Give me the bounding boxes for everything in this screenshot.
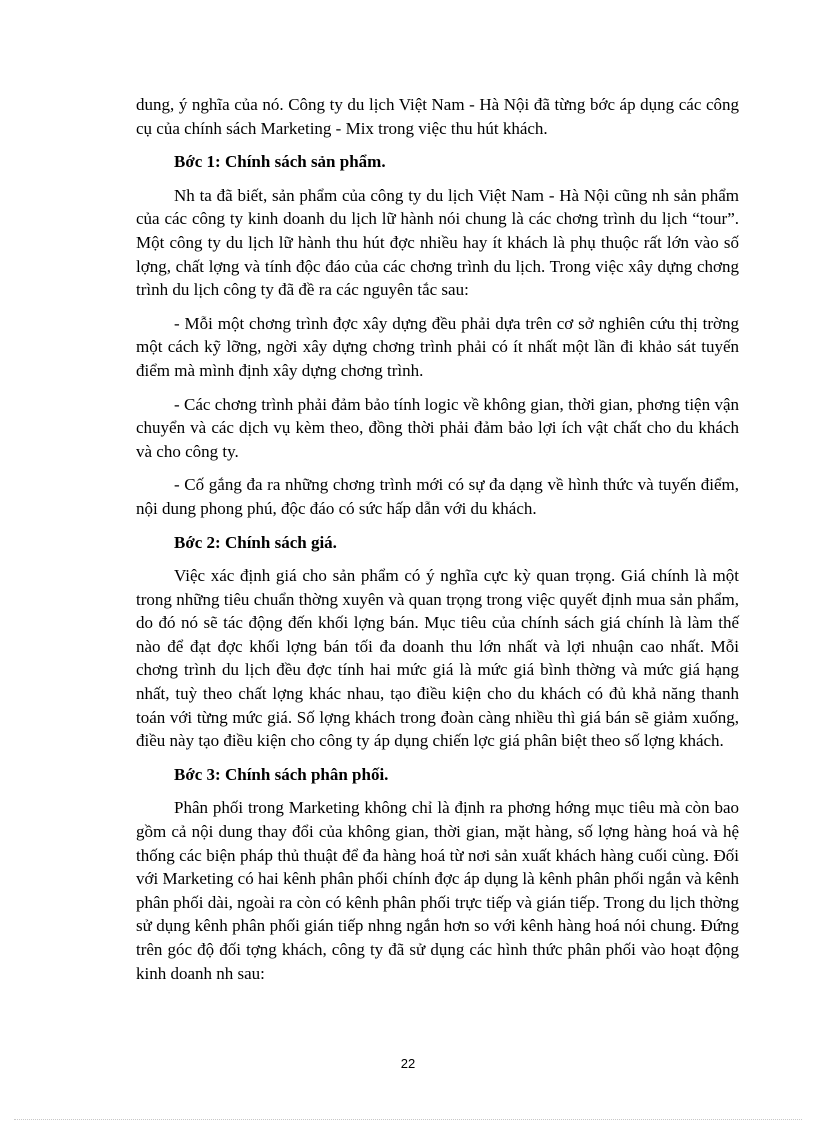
product-policy-paragraph: Nh ta đã biết, sản phẩm của công ty du lịch Việt Nam - Hà Nội cũng nh sản phẩm của các công ty kinh doanh du lịch lữ hành nói chung là các chơng trình du lịch “tour”. Một công ty du lịch lữ hành thu hút đợc nhiều hay ít khách là phụ thuộc rất lớn vào số lợng, chất lợng và tính độc đáo của các chơng trình du lịch. Trong việc xây dựng chơng trình du lịch công ty đã đề ra các nguyên tắc sau: xyxy=(136,185,739,300)
page-number: 22 xyxy=(400,1056,416,1071)
intro-paragraph: dung, ý nghĩa của nó. Công ty du lịch Việt Nam - Hà Nội đã từng bớc áp dụng các công cụ của chính sách Marketing - Mix trong việc thu hút khách. xyxy=(136,95,739,138)
principle-2-paragraph: - Các chơng trình phải đảm bảo tính logic về không gian, thời gian, phơng tiện vận chuyển và các dịch vụ kèm theo, đồng thời phải đảm bảo lợi ích vật chất cho du khách và cho công ty. xyxy=(136,394,739,461)
principle-3-paragraph: - Cố gắng đa ra những chơng trình mới có sự đa dạng về hình thức và tuyến điểm, nội dung phong phú, độc đáo có sức hấp dẫn với du khách. xyxy=(136,475,739,518)
price-policy-paragraph: Việc xác định giá cho sản phẩm có ý nghĩa cực kỳ quan trọng. Giá chính là một trong những tiêu chuẩn thờng xuyên và quan trọng trong việc quyết định mua sản phẩm, do đó nó sẽ tác động đến khối lợng bán. Mục tiêu của chính sách giá chính là làm thế nào để đạt đợc khối lợng bán tối đa doanh thu lớn nhất và lợi nhuận cao nhất. Mỗi chơng trình du lịch đều đợc tính hai mức giá là mức giá bình thờng và mức giá hạng nhất, tuỳ theo chất lợng khác nhau, tạo điều kiện cho du khách có đủ khả năng thanh toán với từng mức giá. Số lợng khách trong đoàn càng nhiều thì giá bán sẽ giảm xuống, điều này tạo điều kiện cho công ty áp dụng chiến lợc giá phân biệt theo số lợng khách. xyxy=(136,566,739,751)
section-heading-distribution-policy: Bớc 3: Chính sách phân phối. xyxy=(174,764,389,784)
document-body xyxy=(136,93,739,995)
page-bottom-divider xyxy=(14,1119,802,1120)
section-heading-price-policy: Bớc 2: Chính sách giá. xyxy=(174,532,337,552)
distribution-policy-paragraph: Phân phối trong Marketing không chỉ là định ra phơng hớng mục tiêu mà còn bao gồm cả nội dung thay đổi của không gian, thời gian, mặt hàng, số lợng hàng hoá và hệ thống các biện pháp thủ thuật để đa hàng hoá từ nơi sản xuất khách hàng cuối cùng. Đối với Marketing có hai kênh phân phối chính đợc áp dụng là kênh phân phối ngắn và kênh phân phối dài, ngoài ra còn có kênh phân phối trực tiếp và gián tiếp. Trong du lịch thờng sử dụng kênh phân phối gián tiếp nhng ngắn hơn so với kênh hàng hoá nói chung. Đứng trên góc độ đối tợng khách, công ty đã sử dụng các hình thức phân phối vào hoạt động kinh doanh nh sau: xyxy=(136,798,739,983)
principle-1-paragraph: - Mỗi một chơng trình đợc xây dựng đều phải dựa trên cơ sở nghiên cứu thị trờng một cách kỹ lỡng, ngời xây dựng chơng trình phải có ít nhất một lần đi khảo sát tuyến điểm mà mình định xây dựng chơng trình. xyxy=(136,313,739,380)
section-heading-product-policy: Bớc 1: Chính sách sản phẩm. xyxy=(174,152,386,172)
